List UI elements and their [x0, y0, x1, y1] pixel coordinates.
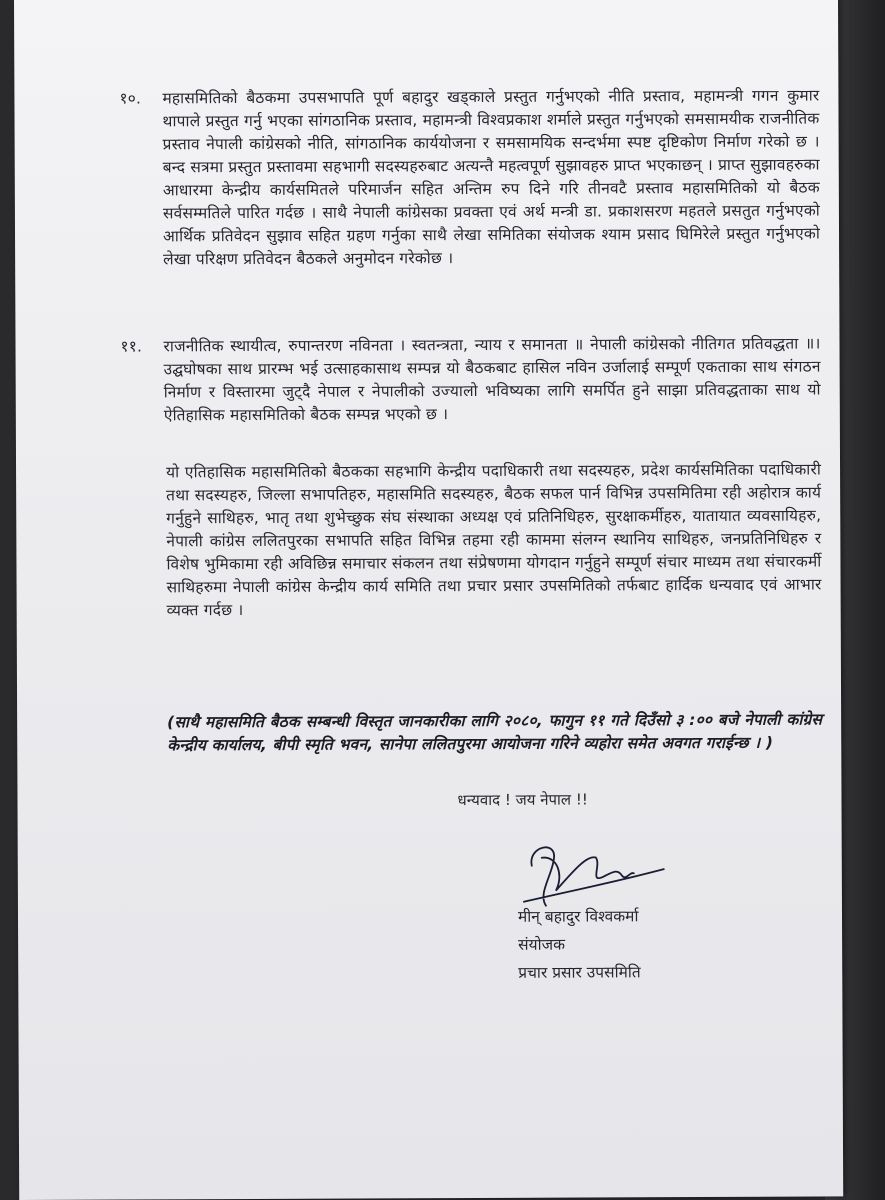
notice-paragraph: (साथै महासमिति बैठक सम्बन्धी विस्तृत जानकारीका लागि २०८०, फागुन ११ गते दिउँसो ३ :०० बजे नेपाली कांग्रेस केन्द्रीय कार्यालय, बीपी स्मृति भवन, सानेपा ललितपुरमा आयोजना गरिने व्यहोरा समेत अवगत गराईन्छ । ): [167, 710, 823, 755]
closing-greeting: धन्यवाद ! जय नेपाल !!: [457, 790, 588, 810]
paragraph-text: राजनीतिक स्थायीत्व, रुपान्तरण नविनता । स्वतन्त्रता, न्याय र समानता ॥ नेपाली कांग्रेसको नीतिगत प्रतिवद्धता ॥। उद्घघोषका साथ प्रारम्भ भई उत्साहकासाथ सम्पन्न यो बैठकबाट हासिल नविन उर्जालाई सम्पूर्ण एकताका साथ संगठन निर्माण र विस्तारमा जुट्दै नेपाल र नेपालीको उज्यालो भविष्यका लागि समर्पित हुने साझा प्रतिवद्धताका साथ यो ऐतिहासिक महासमितिको बैठक सम्पन्न भएको छ ।: [163, 334, 821, 425]
thanks-paragraph: यो एतिहासिक महासमितिको बैठकका सहभागि केन्द्रीय पदाधिकारी तथा सदस्यहरु, प्रदेश कार्यसमितिका पदाधिकारी तथा सदस्यहरु, जिल्ला सभापतिहरु, महासमिति सदस्यहरु, बैठक सफल पार्न विभिन्न उपसमितिमा रही अहोरात्र कार्य गर्नुहुने साथिहरु, भातृ तथा शुभेच्छुक संघ संस्थाका अध्यक्ष एवं प्रतिनिधिहरु, सुरक्षाकर्मीहरु, यातायात व्यवसायिहरु, नेपाली कांग्रेस ललितपुरका सभापति सहित विभिन्न तहमा रही काममा संलग्न स्थानिय साथिहरु, जनप्रतिनिधिहरु र विशेष भुमिकामा रही अविछिन्न समाचार संकलन तथा संप्रेषणमा योगदान गर्नुहुने सम्पूर्ण संचार माध्यम तथा संचारकर्मी साथिहरुमा नेपाली कांग्रेस केन्द्रीय कार्य समिति तथा प्रचार प्रसार उपसमितिको तर्फबाट हार्दिक धन्यवाद एवं आभार व्यक्त गर्दछ ।: [166, 460, 822, 620]
signatory-name: मीन् बहादुर विश्वकर्मा: [517, 907, 639, 926]
signatory-role: संयोजक: [518, 935, 566, 954]
signatory-block: [518, 902, 641, 987]
document-page: [14, 0, 843, 1200]
paragraph-number: १०.: [119, 89, 142, 108]
paragraph-10: [119, 84, 820, 271]
paragraph-text: महासमितिको बैठकमा उपसभापति पूर्ण बहादुर खड्काले प्रस्तुत गर्नुभएको नीति प्रस्ताव, महामन्त्री गगन कुमार थापाले प्रस्तुत गर्नु भएका सांगठानिक प्रस्ताव, महामन्त्री विश्वप्रकाश शर्माले प्रस्तुत गर्नुभएको समसामयीक राजनीतिक प्रस्ताव नेपाली कांग्रेसको नीति, सांगठानिक कार्ययोजना र समसामयिक सन्दर्भमा स्पष्ट दृष्टिकोण निर्माण गरेको छ । बन्द सत्रमा प्रस्तुत प्रस्तावमा सहभागी सदस्यहरुबाट अत्यन्तै महत्वपूर्ण सुझावहरु प्राप्त भएकाछन् । प्राप्त सुझावहरुका आधारमा केन्द्रीय कार्यसमितले परिमार्जन सहित अन्तिम रुप दिने गरि तीनवटै प्रस्ताव महासमितिको यो बैठक सर्वसम्मतिले पारित गर्दछ । साथै नेपाली कांग्रेसका प्रवक्ता एवं अर्थ मन्त्री डा. प्रकाशसरण महतले प्रसतुत गर्नुभएको आर्थिक प्रतिवेदन सुझाव सहित ग्रहण गर्नुका साथै लेखा समितिका संयोजक श्याम प्रसाद घिमिरेले प्रस्तुत गर्नुभएको लेखा परिक्षण प्रतिवेदन बैठकले अनुमोदन गरेकोछ ।: [162, 86, 821, 269]
paragraph-number: ११.: [120, 337, 143, 356]
signatory-committee: प्रचार प्रसार उपसमिति: [518, 963, 641, 982]
paragraph-11: [120, 332, 820, 427]
